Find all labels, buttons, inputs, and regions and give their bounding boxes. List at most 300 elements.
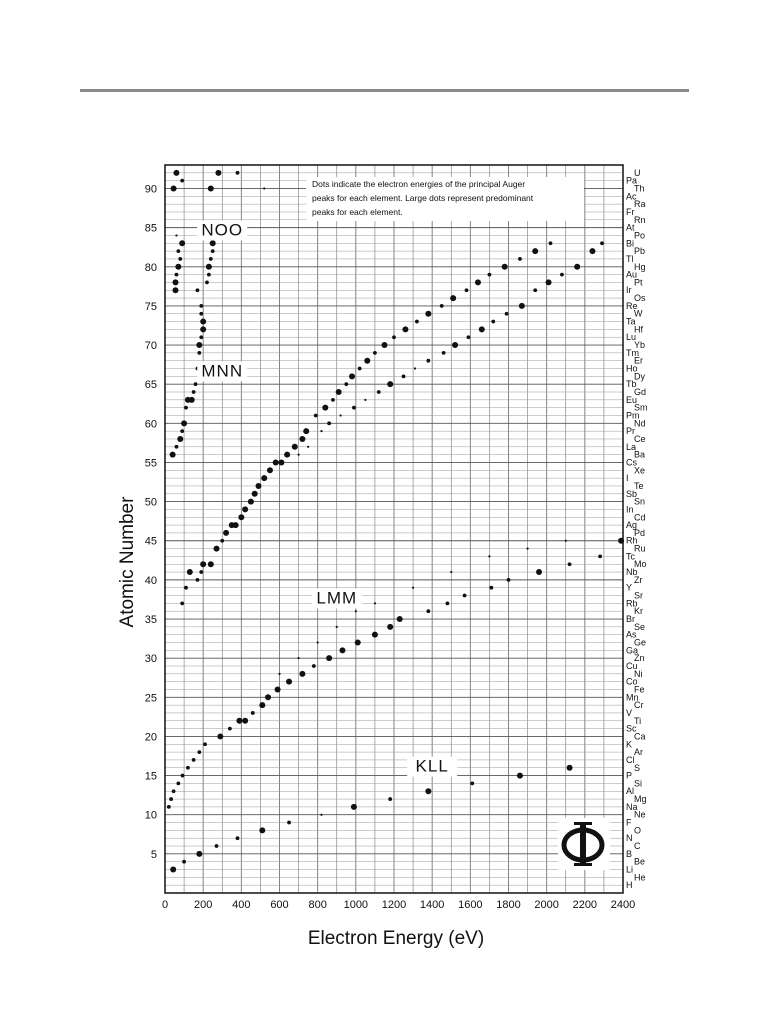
element-label: Yb: [634, 340, 646, 351]
auger-point-noo: [236, 171, 240, 175]
auger-point-mnn: [402, 326, 408, 332]
element-label: Co: [626, 676, 638, 687]
x-axis-label: Electron Energy (eV): [307, 928, 485, 949]
y-tick-label: 15: [144, 770, 157, 783]
auger-point-noo: [196, 342, 202, 348]
auger-point-mnn: [267, 467, 273, 473]
auger-point-noo: [199, 335, 203, 339]
element-label: Ge: [634, 637, 647, 648]
auger-point-lmm: [336, 626, 338, 628]
auger-point-lmm: [203, 742, 207, 746]
element-label: Ce: [634, 433, 646, 444]
x-tick-label: 1400: [419, 899, 445, 911]
auger-point-mnn: [414, 367, 416, 369]
data-points: [167, 170, 624, 873]
auger-point-mnn: [208, 561, 214, 567]
auger-point-mnn: [377, 390, 381, 394]
auger-point-mnn: [465, 288, 469, 292]
auger-point-mnn: [387, 381, 393, 387]
auger-point-kll: [320, 814, 322, 816]
element-label: V: [626, 707, 633, 718]
element-label: Na: [626, 801, 638, 812]
auger-point-mnn: [200, 561, 206, 567]
element-label: Be: [634, 856, 646, 867]
element-label: Cs: [626, 457, 637, 468]
auger-point-mnn: [518, 257, 522, 261]
auger-point-lmm: [259, 702, 265, 708]
auger-point-kll: [351, 804, 357, 810]
element-label: Pr: [626, 426, 635, 437]
auger-point-lmm: [299, 671, 305, 677]
auger-point-lmm: [568, 562, 572, 566]
x-ticks: [162, 899, 635, 911]
auger-point-lmm: [242, 718, 248, 724]
auger-point-mnn: [533, 288, 537, 292]
y-ticks: [145, 183, 157, 860]
x-tick-label: 2400: [610, 899, 636, 911]
auger-point-noo: [175, 264, 181, 270]
auger-point-noo: [200, 319, 206, 325]
auger-point-mnn: [600, 241, 604, 245]
auger-point-noo: [199, 304, 203, 308]
auger-point-kll: [517, 773, 523, 779]
auger-point-mnn: [320, 430, 322, 432]
auger-point-noo: [263, 187, 265, 189]
auger-point-noo: [175, 445, 179, 449]
auger-point-mnn: [358, 367, 362, 371]
auger-point-noo: [197, 351, 201, 355]
auger-point-mnn: [196, 578, 200, 582]
auger-point-mnn: [364, 358, 370, 364]
element-label: Al: [626, 786, 635, 797]
auger-point-mnn: [242, 506, 248, 512]
element-label: Br: [626, 614, 635, 625]
element-label: Cu: [626, 660, 638, 671]
element-label: Bi: [626, 238, 635, 249]
auger-point-mnn: [214, 546, 220, 552]
auger-point-lmm: [286, 679, 292, 685]
auger-point-lmm: [618, 538, 624, 544]
auger-point-mnn: [297, 454, 299, 456]
element-label: Hf: [634, 324, 643, 335]
y-tick-label: 85: [144, 222, 157, 235]
auger-point-mnn: [223, 530, 229, 536]
element-label: Tm: [626, 347, 639, 358]
auger-point-kll: [388, 797, 392, 801]
auger-point-lmm: [355, 610, 357, 612]
auger-point-mnn: [327, 421, 331, 425]
element-label: B: [626, 848, 633, 859]
auger-point-lmm: [387, 624, 393, 630]
auger-point-lmm: [197, 750, 201, 754]
auger-point-mnn: [252, 491, 258, 497]
auger-point-mnn: [331, 398, 335, 402]
element-label: Sr: [634, 590, 643, 601]
element-label: Si: [634, 778, 643, 789]
auger-point-mnn: [574, 264, 580, 270]
element-label: H: [626, 880, 633, 891]
auger-point-noo: [211, 249, 215, 253]
element-label: Sc: [626, 723, 637, 734]
element-label: Th: [634, 183, 645, 194]
y-tick-label: 75: [144, 300, 157, 313]
auger-point-lmm: [275, 686, 281, 692]
auger-point-lmm: [186, 766, 190, 770]
element-label: Au: [626, 269, 638, 280]
y-tick-label: 20: [144, 731, 157, 744]
auger-point-noo: [189, 397, 195, 403]
element-label: Fe: [634, 684, 645, 695]
auger-point-lmm: [355, 640, 361, 646]
auger-point-mnn: [233, 522, 239, 528]
auger-point-noo: [184, 406, 188, 410]
auger-point-lmm: [217, 733, 223, 739]
auger-point-noo: [172, 279, 178, 285]
auger-point-noo: [173, 170, 179, 176]
element-label: U: [634, 167, 641, 178]
series-label-kll: KLL: [415, 756, 449, 776]
auger-point-mnn: [322, 405, 328, 411]
auger-point-lmm: [598, 554, 602, 558]
series-label-lmm: LMM: [316, 588, 358, 608]
auger-point-lmm: [312, 664, 316, 668]
element-label: Ca: [634, 731, 646, 742]
element-label: Y: [626, 582, 633, 593]
auger-point-lmm: [228, 727, 232, 731]
auger-point-lmm: [339, 647, 345, 653]
auger-point-mnn: [344, 382, 348, 386]
element-label: Sm: [634, 402, 648, 413]
y-tick-label: 5: [150, 848, 157, 861]
auger-point-noo: [200, 326, 206, 332]
auger-point-lmm: [489, 586, 493, 590]
auger-point-noo: [180, 429, 184, 433]
auger-point-mnn: [425, 311, 431, 317]
auger-point-mnn: [452, 342, 458, 348]
auger-point-mnn: [303, 428, 309, 434]
element-label: Rh: [626, 535, 638, 546]
x-tick-label: 1600: [458, 899, 483, 911]
element-label: Pd: [634, 527, 646, 538]
auger-point-lmm: [507, 578, 511, 582]
auger-point-mnn: [467, 335, 471, 339]
auger-point-noo: [199, 312, 203, 316]
element-label: Tb: [626, 379, 637, 390]
auger-point-mnn: [442, 351, 446, 355]
y-tick-label: 55: [144, 457, 157, 470]
element-label: Tl: [626, 253, 634, 264]
auger-point-mnn: [278, 459, 284, 465]
element-label: Pt: [634, 277, 643, 288]
element-label: In: [626, 504, 634, 515]
x-tick-label: 400: [232, 899, 251, 911]
element-label: Pa: [626, 175, 638, 186]
element-label: C: [634, 841, 641, 852]
element-label: As: [626, 629, 637, 640]
x-tick-label: 1000: [343, 899, 369, 911]
y-tick-label: 65: [144, 379, 157, 392]
auger-point-lmm: [374, 602, 376, 604]
element-label: Ir: [626, 285, 632, 296]
auger-point-mnn: [352, 406, 356, 410]
element-label: Ni: [634, 668, 643, 679]
auger-point-noo: [170, 452, 176, 458]
y-tick-label: 25: [144, 692, 157, 705]
element-label: Te: [634, 480, 644, 491]
auger-point-lmm: [192, 758, 196, 762]
auger-point-lmm: [251, 711, 255, 715]
auger-point-mnn: [238, 514, 244, 520]
auger-point-noo: [176, 249, 180, 253]
auger-point-mnn: [314, 414, 318, 418]
auger-point-mnn: [549, 241, 553, 245]
y-tick-label: 90: [144, 183, 157, 196]
auger-point-noo: [207, 273, 211, 277]
auger-point-mnn: [381, 342, 387, 348]
element-label: Mo: [634, 559, 647, 570]
element-label: Ho: [626, 363, 638, 374]
element-label: Eu: [626, 394, 638, 405]
auger-point-mnn: [184, 586, 188, 590]
element-labels: [626, 168, 648, 890]
element-label: Rb: [626, 598, 638, 609]
auger-point-noo: [209, 257, 213, 261]
auger-point-lmm: [181, 774, 185, 778]
element-label: Zr: [634, 574, 643, 585]
element-label: La: [626, 441, 637, 452]
annotation: [306, 177, 584, 221]
auger-point-mnn: [180, 601, 184, 605]
auger-point-lmm: [446, 601, 450, 605]
auger-point-kll: [470, 782, 474, 786]
element-label: Dy: [634, 371, 645, 382]
auger-point-mnn: [546, 279, 552, 285]
y-tick-label: 35: [144, 614, 157, 627]
auger-point-noo: [196, 288, 200, 292]
x-tick-label: 1800: [496, 899, 521, 911]
auger-point-noo: [192, 390, 196, 394]
auger-point-noo: [178, 257, 182, 261]
auger-point-mnn: [220, 539, 224, 543]
element-label: K: [626, 739, 633, 750]
y-tick-label: 10: [144, 809, 157, 822]
auger-point-lmm: [278, 673, 280, 675]
x-tick-label: 600: [270, 899, 289, 911]
auger-point-lmm: [236, 718, 242, 724]
element-label: At: [626, 222, 635, 233]
auger-point-noo: [205, 281, 209, 285]
element-label: Ba: [634, 449, 646, 460]
x-tick-label: 800: [308, 899, 327, 911]
element-label: Nb: [626, 567, 638, 578]
y-tick-label: 45: [144, 535, 157, 548]
element-label: Ta: [626, 316, 636, 327]
x-tick-label: 2000: [534, 899, 559, 911]
y-tick-label: 60: [144, 418, 157, 431]
auger-point-mnn: [336, 389, 342, 395]
element-label: Nd: [634, 418, 646, 429]
element-label: Cl: [626, 754, 635, 765]
auger-point-noo: [206, 264, 212, 270]
auger-point-kll: [425, 788, 431, 794]
auger-point-mnn: [479, 326, 485, 332]
auger-point-mnn: [261, 475, 267, 481]
element-label: Xe: [634, 465, 646, 476]
element-label: Zn: [634, 653, 645, 664]
auger-point-kll: [567, 765, 573, 771]
auger-point-mnn: [560, 273, 564, 277]
x-tick-label: 200: [193, 899, 213, 911]
auger-point-lmm: [412, 587, 414, 589]
auger-point-noo: [177, 436, 183, 442]
auger-point-noo: [171, 185, 177, 191]
auger-point-mnn: [299, 436, 305, 442]
auger-point-mnn: [519, 303, 525, 309]
element-label: Sn: [634, 496, 646, 507]
auger-point-mnn: [284, 452, 290, 458]
auger-point-noo: [175, 234, 177, 236]
auger-point-mnn: [187, 569, 193, 575]
auger-point-mnn: [491, 320, 495, 324]
annotation-line-3: peaks for each element.: [312, 207, 403, 217]
auger-point-lmm: [565, 540, 567, 542]
element-label: N: [626, 833, 633, 844]
auger-point-lmm: [463, 594, 467, 598]
auger-point-noo: [215, 170, 221, 176]
element-label: Ar: [634, 747, 643, 758]
element-label: I: [626, 473, 629, 484]
element-label: Ra: [634, 199, 646, 210]
element-label: Po: [634, 230, 646, 241]
auger-point-lmm: [450, 571, 452, 573]
auger-point-lmm: [265, 694, 271, 700]
auger-point-mnn: [349, 373, 355, 379]
element-label: Ti: [634, 715, 642, 726]
auger-point-mnn: [426, 359, 430, 363]
auger-point-mnn: [402, 374, 406, 378]
auger-point-mnn: [450, 295, 456, 301]
auger-point-noo: [180, 179, 184, 183]
element-label: Se: [634, 621, 646, 632]
element-label: He: [634, 872, 646, 883]
auger-point-mnn: [532, 248, 538, 254]
auger-point-mnn: [505, 312, 509, 316]
auger-point-lmm: [172, 789, 176, 793]
y-tick-label: 30: [144, 653, 157, 666]
element-label: Fr: [626, 206, 635, 217]
auger-point-lmm: [167, 805, 171, 809]
element-label: O: [634, 825, 642, 836]
y-tick-label: 40: [144, 574, 157, 587]
annotation-line-2: peaks for each element. Large dots represent predominant: [312, 193, 534, 203]
auger-point-mnn: [475, 279, 481, 285]
auger-point-mnn: [307, 446, 309, 448]
element-label: Ne: [634, 809, 646, 820]
element-label: P: [626, 770, 633, 781]
element-label: Ag: [626, 520, 638, 531]
grid: [184, 165, 604, 893]
series-label-mnn: MNN: [201, 361, 244, 381]
phi-logo-icon: [558, 818, 610, 870]
element-label: Mn: [626, 692, 639, 703]
element-label: F: [626, 817, 632, 828]
auger-point-lmm: [426, 609, 430, 613]
element-label: S: [634, 762, 641, 773]
x-tick-label: 0: [161, 899, 169, 911]
auger-point-kll: [287, 821, 291, 825]
auger-point-noo: [175, 273, 179, 277]
auger-point-mnn: [248, 499, 254, 505]
element-label: Pm: [626, 410, 640, 421]
auger-point-lmm: [526, 547, 528, 549]
element-label: Cd: [634, 512, 646, 523]
auger-point-kll: [170, 867, 176, 873]
element-label: Os: [634, 293, 646, 304]
element-label: Er: [634, 355, 643, 366]
auger-point-lmm: [372, 632, 378, 638]
element-label: Hg: [634, 261, 646, 272]
element-label: Ru: [634, 543, 646, 554]
auger-point-mnn: [440, 304, 444, 308]
auger-point-mnn: [589, 248, 595, 254]
annotation-line-1: Dots indicate the electron energies of the principal Auger: [312, 179, 526, 189]
element-label: Pb: [634, 246, 646, 257]
element-label: Mg: [634, 794, 647, 805]
y-tick-label: 50: [144, 496, 157, 509]
auger-point-kll: [236, 836, 240, 840]
auger-point-lmm: [169, 797, 173, 801]
auger-point-lmm: [317, 641, 319, 643]
auger-point-mnn: [373, 351, 377, 355]
series-label-noo: NOO: [201, 220, 244, 240]
y-tick-label: 70: [144, 340, 157, 353]
auger-point-mnn: [502, 264, 508, 270]
auger-point-kll: [259, 827, 265, 833]
auger-point-noo: [172, 287, 178, 293]
auger-point-mnn: [364, 399, 366, 401]
auger-point-mnn: [415, 320, 419, 324]
element-label: Tc: [626, 551, 635, 562]
auger-point-kll: [215, 844, 219, 848]
element-label: Rn: [634, 214, 646, 225]
auger-point-mnn: [199, 570, 203, 574]
auger-point-noo: [210, 240, 216, 246]
y-axis-label: Atomic Number: [117, 496, 138, 628]
auger-point-mnn: [392, 335, 396, 339]
auger-point-mnn: [273, 459, 279, 465]
auger-point-mnn: [339, 414, 341, 416]
element-label: Kr: [634, 606, 643, 617]
element-label: W: [634, 308, 643, 319]
auger-point-mnn: [292, 444, 298, 450]
auger-point-lmm: [488, 555, 490, 557]
auger-point-mnn: [256, 483, 262, 489]
series-labels: [197, 220, 457, 776]
element-label: Sb: [626, 488, 638, 499]
auger-point-noo: [181, 420, 187, 426]
auger-point-kll: [196, 851, 202, 857]
element-label: Li: [626, 864, 634, 875]
element-label: Lu: [626, 332, 637, 343]
element-label: Cr: [634, 700, 644, 711]
auger-point-kll: [182, 860, 186, 864]
element-label: Ga: [626, 645, 639, 656]
auger-point-noo: [208, 185, 214, 191]
auger-point-noo: [194, 382, 198, 386]
element-label: Re: [626, 300, 638, 311]
element-label: Gd: [634, 387, 647, 398]
x-tick-label: 2200: [572, 899, 598, 911]
